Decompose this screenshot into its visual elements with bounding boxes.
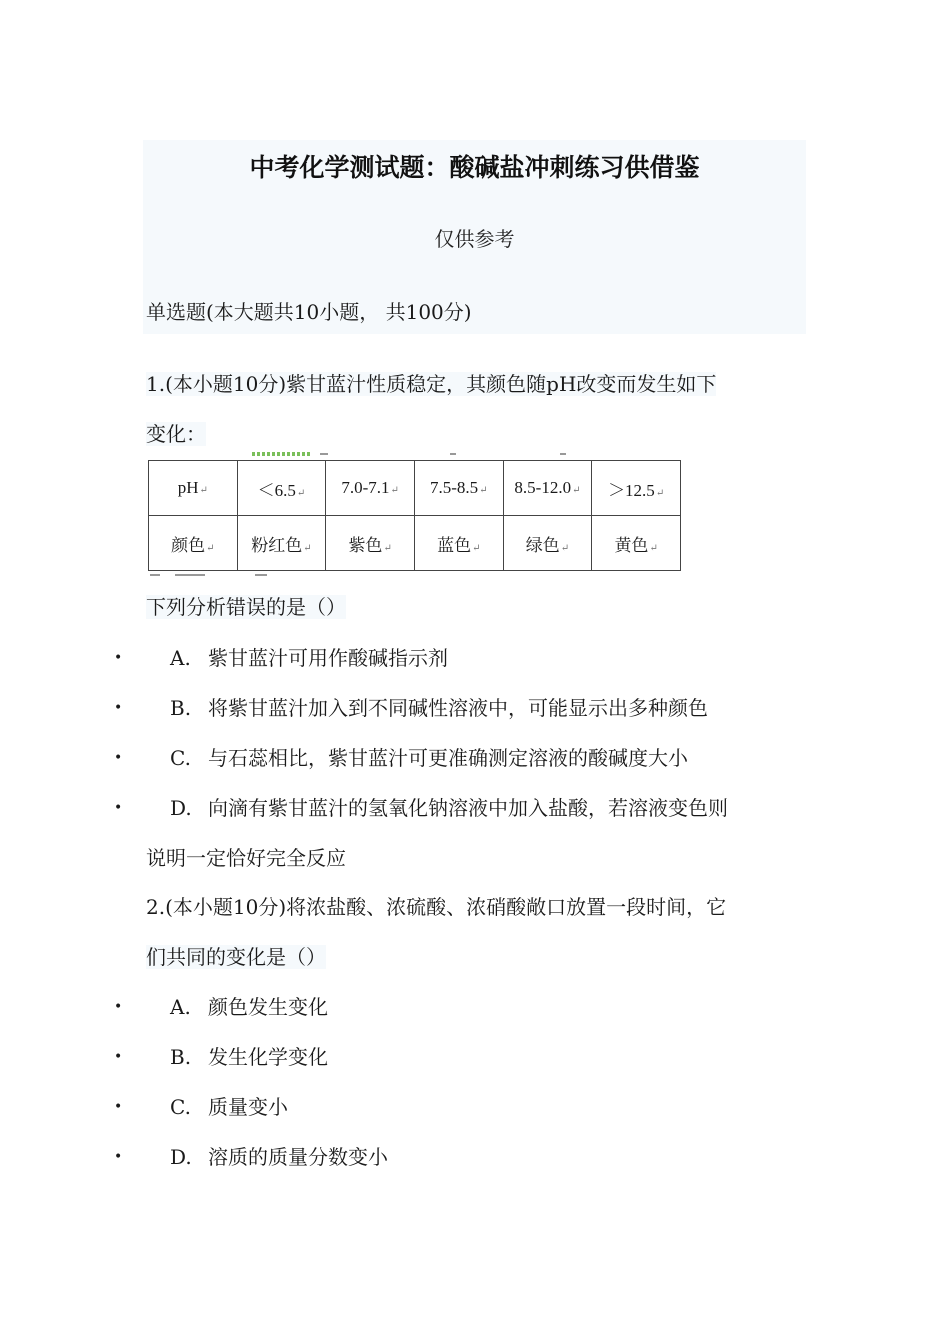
q1-prompt: 下列分析错误的是（） xyxy=(146,595,346,619)
bullet: • xyxy=(114,1149,123,1165)
q1-stem-line2: 变化： xyxy=(146,422,206,446)
table-cell: 蓝色↵ xyxy=(414,516,503,571)
table-cell: 8.5-12.0↵ xyxy=(503,461,592,516)
artifact-dash xyxy=(450,453,456,455)
artifact-dash xyxy=(150,574,160,576)
table-cell: 7.0-7.1↵ xyxy=(326,461,415,516)
bullet: • xyxy=(114,1049,123,1065)
q2-option-c[interactable]: C. 质量变小 xyxy=(170,1095,288,1119)
artifact-dash xyxy=(175,574,205,576)
artifact-dash xyxy=(560,453,566,455)
bullet: • xyxy=(114,700,123,716)
table-cell: pH↵ xyxy=(149,461,238,516)
q1-option-d-continued: 说明一定恰好完全反应 xyxy=(146,846,346,870)
q2-option-b[interactable]: B. 发生化学变化 xyxy=(170,1045,328,1069)
bullet: • xyxy=(114,1099,123,1115)
bullet: • xyxy=(114,750,123,766)
artifact-dash xyxy=(255,574,267,576)
table-row-color xyxy=(149,516,681,571)
q1-option-a[interactable]: A. 紫甘蓝汁可用作酸碱指示剂 xyxy=(170,646,448,670)
q1-option-c[interactable]: C. 与石蕊相比，紫甘蓝汁可更准确测定溶液的酸碱度大小 xyxy=(170,746,688,770)
bullet: • xyxy=(114,999,123,1015)
spellcheck-underline xyxy=(252,452,312,456)
table-cell: ＜6.5↵ xyxy=(237,461,326,516)
ph-color-table xyxy=(148,460,681,571)
table-cell: 紫色↵ xyxy=(326,516,415,571)
table-cell: 颜色↵ xyxy=(149,516,238,571)
artifact-dash xyxy=(320,453,328,455)
table-row-ph xyxy=(149,461,681,516)
q1-stem-line1: 1.(本小题10分)紫甘蓝汁性质稳定，其颜色随pH改变而发生如下 xyxy=(146,372,717,396)
page-subtitle: 仅供参考 xyxy=(434,227,515,251)
q1-option-b[interactable]: B. 将紫甘蓝汁加入到不同碱性溶液中，可能显示出多种颜色 xyxy=(170,696,708,720)
section-header: 单选题(本大题共10小题， 共100分) xyxy=(146,300,472,324)
table-cell: 粉红色↵ xyxy=(237,516,326,571)
bullet: • xyxy=(114,800,123,816)
bullet: • xyxy=(114,650,123,666)
q2-stem-line1: 2.(本小题10分)将浓盐酸、浓硫酸、浓硝酸敞口放置一段时间，它 xyxy=(146,895,727,919)
table-cell: 7.5-8.5↵ xyxy=(414,461,503,516)
page-title: 中考化学测试题：酸碱盐冲刺练习供借鉴 xyxy=(249,153,700,182)
q1-option-d[interactable]: D. 向滴有紫甘蓝汁的氢氧化钠溶液中加入盐酸，若溶液变色则 xyxy=(170,796,728,820)
table-cell: ＞12.5↵ xyxy=(592,461,681,516)
q2-option-a[interactable]: A. 颜色发生变化 xyxy=(170,995,328,1019)
table-cell: 绿色↵ xyxy=(503,516,592,571)
table-cell: 黄色↵ xyxy=(592,516,681,571)
q2-stem-line2: 们共同的变化是（） xyxy=(146,945,326,969)
q2-option-d[interactable]: D. 溶质的质量分数变小 xyxy=(170,1145,388,1169)
